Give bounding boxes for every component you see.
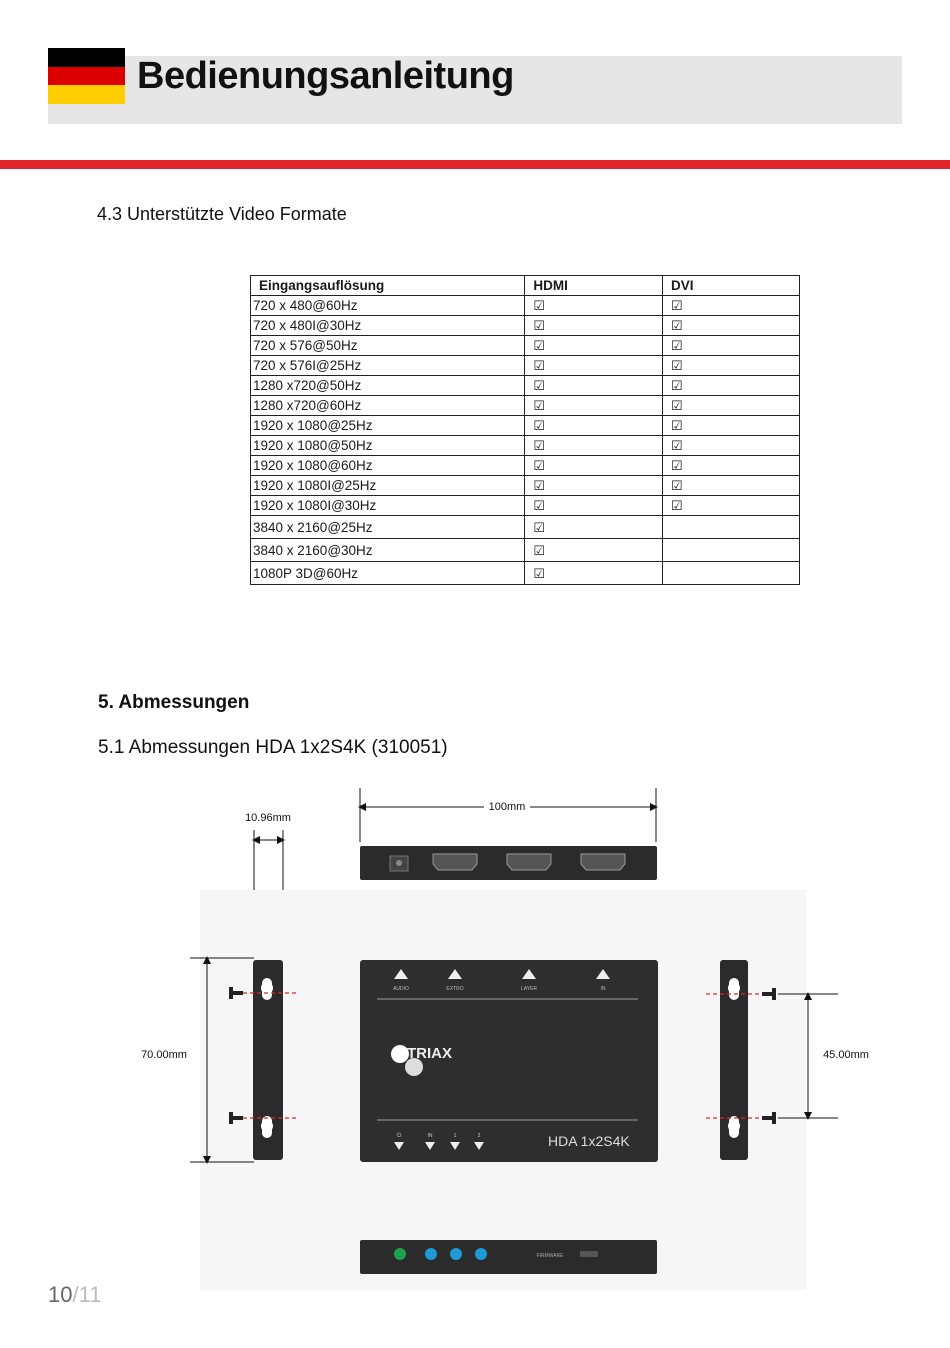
col-header-dvi: DVI — [662, 276, 799, 296]
cell-dvi: ☑ — [662, 436, 799, 456]
table-row — [251, 496, 800, 516]
dim-width-label: 100mm — [488, 801, 526, 813]
cell-resolution: 1280 x720@50Hz — [251, 376, 525, 396]
cell-dvi: ☑ — [662, 416, 799, 436]
red-divider — [0, 160, 950, 169]
cell-resolution: 3840 x 2160@30Hz — [251, 539, 525, 562]
cell-resolution: 720 x 480I@30Hz — [251, 316, 525, 336]
cell-dvi: ☑ — [662, 456, 799, 476]
section-5-1-heading: 5.1 Abmessungen HDA 1x2S4K (310051) — [98, 737, 448, 758]
led-label: 2 — [477, 1133, 481, 1139]
cell-resolution: 720 x 576I@25Hz — [251, 356, 525, 376]
cell-dvi: ☑ — [662, 336, 799, 356]
dim-depth-label: 10.96mm — [245, 812, 291, 824]
cell-resolution: 720 x 480@60Hz — [251, 296, 525, 316]
section-5-heading: 5. Abmessungen — [98, 692, 250, 713]
table-row — [251, 316, 800, 336]
led-power-icon — [394, 1248, 406, 1260]
device-top-view — [360, 960, 658, 1162]
device-front-view — [360, 846, 657, 880]
port-label: IN — [600, 986, 606, 992]
cell-dvi: ☑ — [662, 376, 799, 396]
cell-dvi: ☑ — [662, 396, 799, 416]
hdmi-port-icon — [507, 854, 551, 870]
led-input-icon — [425, 1248, 437, 1260]
dimensions-diagram — [0, 780, 950, 1300]
cell-dvi: ☑ — [662, 296, 799, 316]
page-current: 10 — [48, 1282, 73, 1307]
cell-dvi: ☑ — [662, 316, 799, 336]
cell-hdmi: ☑ — [525, 416, 663, 436]
cell-hdmi: ☑ — [525, 436, 663, 456]
cell-hdmi: ☑ — [525, 296, 663, 316]
table-row — [251, 476, 800, 496]
led-output-1-icon — [450, 1248, 462, 1260]
section-4-3-heading: 4.3 Unterstützte Video Formate — [97, 204, 347, 224]
device-rear-view — [360, 1240, 657, 1274]
dim-width — [360, 788, 656, 842]
cell-dvi — [662, 562, 799, 585]
cell-hdmi: ☑ — [525, 476, 663, 496]
port-label: EXTRO — [446, 986, 464, 992]
cell-dvi: ☑ — [662, 496, 799, 516]
cell-resolution: 1920 x 1080@60Hz — [251, 456, 525, 476]
led-label: ⏻ — [396, 1132, 402, 1139]
cell-resolution: 1080P 3D@60Hz — [251, 562, 525, 585]
dim-height-label: 70.00mm — [141, 1049, 187, 1061]
cell-hdmi: ☑ — [525, 376, 663, 396]
brand-label: TRIAX — [407, 1045, 452, 1062]
cell-resolution: 1280 x720@60Hz — [251, 396, 525, 416]
german-flag-icon — [48, 48, 125, 104]
table-row — [251, 539, 800, 562]
cell-resolution: 1920 x 1080I@25Hz — [251, 476, 525, 496]
port-label: AUDIO — [393, 986, 409, 992]
table-row — [251, 516, 800, 539]
table-row — [251, 416, 800, 436]
cell-dvi — [662, 539, 799, 562]
page-total: /11 — [72, 1282, 102, 1307]
led-output-2-icon — [475, 1248, 487, 1260]
table-row — [251, 356, 800, 376]
led-label: IN — [427, 1133, 433, 1139]
cell-resolution: 1920 x 1080@50Hz — [251, 436, 525, 456]
led-label: 1 — [453, 1133, 457, 1139]
table-row — [251, 436, 800, 456]
cell-resolution: 720 x 576@50Hz — [251, 336, 525, 356]
cell-resolution: 1920 x 1080I@30Hz — [251, 496, 525, 516]
table-row — [251, 336, 800, 356]
port-label: LAYER — [520, 986, 538, 992]
col-header-resolution: Eingangsauflösung — [251, 276, 525, 296]
hdmi-port-icon — [581, 854, 625, 870]
cell-hdmi: ☑ — [525, 396, 663, 416]
page-number — [48, 1282, 101, 1308]
dim-mount-label: 45.00mm — [823, 1049, 869, 1061]
table-header-row — [251, 276, 800, 296]
table-row — [251, 376, 800, 396]
cell-dvi — [662, 516, 799, 539]
table-row — [251, 456, 800, 476]
cell-dvi: ☑ — [662, 476, 799, 496]
hdmi-port-icon — [433, 854, 477, 870]
model-label: HDA 1x2S4K — [548, 1133, 630, 1149]
table-row — [251, 562, 800, 585]
cell-hdmi: ☑ — [525, 516, 663, 539]
cell-hdmi: ☑ — [525, 496, 663, 516]
cell-resolution: 3840 x 2160@25Hz — [251, 516, 525, 539]
firmware-port-icon — [580, 1251, 598, 1257]
video-formats-table — [250, 275, 800, 585]
cell-hdmi: ☑ — [525, 336, 663, 356]
cell-hdmi: ☑ — [525, 456, 663, 476]
cell-hdmi: ☑ — [525, 356, 663, 376]
table-row — [251, 296, 800, 316]
page-title: Bedienungsanleitung — [137, 55, 514, 97]
col-header-hdmi: HDMI — [525, 276, 663, 296]
cell-hdmi: ☑ — [525, 562, 663, 585]
cell-dvi: ☑ — [662, 356, 799, 376]
cell-hdmi: ☑ — [525, 539, 663, 562]
cell-resolution: 1920 x 1080@25Hz — [251, 416, 525, 436]
firmware-label: FIRMWARE — [536, 1253, 564, 1259]
cell-hdmi: ☑ — [525, 316, 663, 336]
table-row — [251, 396, 800, 416]
